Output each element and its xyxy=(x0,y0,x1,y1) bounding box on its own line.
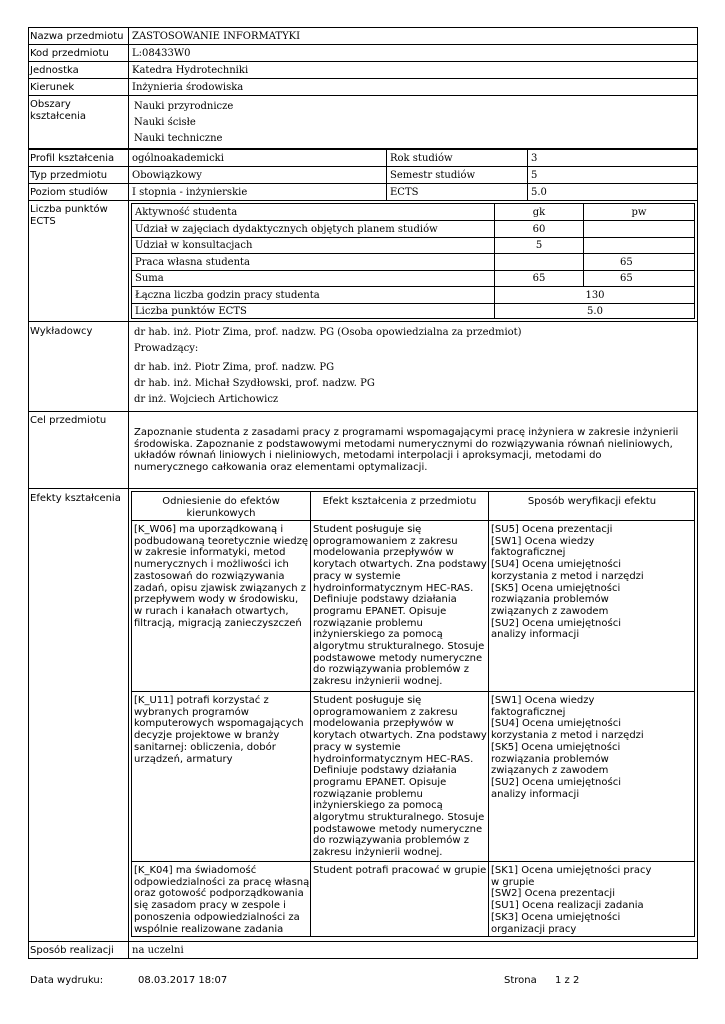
prowadzacy-item: dr hab. inż. Michał Szydłowski, prof. nadzw. PG xyxy=(134,378,375,389)
efekt-effect: Student posługuje się oprogramowaniem z zakresu modelowania przepływów w korytach otwartych. Zna podstawy pracy w systemie hydroinformatycznym HEC-RAS. Definiuje podstawy działania programu EPANET. Opisuje rozwiązanie problemu inżynierskiego za pomocą algorytmu strukturalnego. Stosuje podstawowe metody numeryczne do rozwiązywania problemów z zakresu inżynierii wodnej. xyxy=(313,695,487,859)
ects-row-gk: 60 xyxy=(532,224,546,235)
wykladowcy-label: Wykładowcy xyxy=(30,326,93,337)
efekty-header-effect: Efekt kształcenia z przedmiotu xyxy=(322,496,477,507)
efekt-verify: [SW1] Ocena wiedzy faktograficznej [SU4] Ocena umiejętności korzystania z metod i narzędzi [SK5] Ocena umiejętności rozwiązania problemów związanych z zawodem [SU2] Ocena umiejętności analizy informacji xyxy=(491,695,644,800)
sposob-value: na uczelni xyxy=(132,945,184,956)
ects-label: ECTS xyxy=(390,187,419,198)
kierunek-value: Inżynieria środowiska xyxy=(132,82,244,93)
row-divider xyxy=(28,166,698,167)
row-divider xyxy=(28,78,698,79)
ects-header-gk: gk xyxy=(532,207,546,218)
ects-header-activity: Aktywność studenta xyxy=(135,207,238,218)
obszary-item: Nauki techniczne xyxy=(134,133,223,144)
jednostka-label: Jednostka xyxy=(30,65,79,76)
kod-label: Kod przedmiotu xyxy=(30,48,109,59)
row-divider xyxy=(28,488,698,489)
row-divider xyxy=(28,149,698,150)
ects-total-hours-label: Łączna liczba godzin pracy studenta xyxy=(135,290,320,301)
row-divider xyxy=(28,44,698,45)
prowadzacy-label: Prowadzący: xyxy=(134,343,199,354)
row-divider xyxy=(28,61,698,62)
rok-label: Rok studiów xyxy=(390,153,453,164)
typ-value: Obowiązkowy xyxy=(132,170,202,181)
sposob-label: Sposób realizacji xyxy=(30,945,114,956)
ects-row-name: Praca własna studenta xyxy=(135,257,251,268)
jednostka-value: Katedra Hydrotechniki xyxy=(132,65,249,76)
prowadzacy-item: dr hab. inż. Piotr Zima, prof. nadzw. PG xyxy=(134,362,335,373)
efekt-ref: [K_W06] ma uporządkowaną i podbudowaną teoretycznie wiedzę w zakresie informatyki, metod numerycznych i możliwości ich zastosowań do rozwiązywania zadań, opisu zjawisk związanych z przepływem wody w środowisku, w rurach i kanałach otwartych, filtracją, migracją zanieczyszczeń xyxy=(134,524,309,629)
semestr-label: Semestr studiów xyxy=(390,170,476,181)
row-divider xyxy=(28,411,698,412)
ects-row-gk: 65 xyxy=(532,273,546,284)
nazwa-label: Nazwa przedmiotu xyxy=(30,31,124,42)
efekty-label: Efekty kształcenia xyxy=(30,493,121,504)
semestr-value: 5 xyxy=(531,170,538,181)
ects-row-name: Udział w konsultacjach xyxy=(135,240,253,251)
page-label: Strona xyxy=(504,975,537,986)
page-value: 1 z 2 xyxy=(555,975,580,986)
ects-total-value: 5.0 xyxy=(587,306,603,317)
print-date-label: Data wydruku: xyxy=(30,975,104,986)
typ-label: Typ przedmiotu xyxy=(30,170,108,181)
efekty-header-verify: Sposób weryfikacji efektu xyxy=(527,496,657,507)
ects-section-label: Liczba punktów ECTS xyxy=(30,204,108,227)
row-divider xyxy=(28,321,698,322)
poziom-label: Poziom studiów xyxy=(30,187,108,198)
efekt-verify: [SU5] Ocena prezentacji [SW1] Ocena wiedzy faktograficznej [SU4] Ocena umiejętności korzystania z metod i narzędzi [SK5] Ocena umiejętności rozwiązania problemów związanych z zawodem [SU2] Ocena umiejętności analizy informacji xyxy=(491,524,644,641)
right-divider xyxy=(527,149,528,200)
ects-total-hours-value: 130 xyxy=(585,290,605,301)
efekty-header-ref: Odniesienie do efektów kierunkowych xyxy=(162,496,280,519)
ects-row-name: Suma xyxy=(135,273,164,284)
kod-value: L:08433W0 xyxy=(132,48,191,59)
row-divider xyxy=(28,941,698,942)
row-divider xyxy=(28,200,698,201)
ects-row-name: Udział w zajęciach dydaktycznych objętych planem studiów xyxy=(135,224,438,235)
efekt-ref: [K_K04] ma świadomość odpowiedzialności za pracę własną oraz gotowość podporządkowania się zasadom pracy w zespole i ponoszenia odpowiedzialności za wspólnie realizowane zadania xyxy=(134,865,310,935)
obszary-item: Nauki ścisłe xyxy=(134,117,196,128)
rok-value: 3 xyxy=(531,153,538,164)
row-divider xyxy=(28,183,698,184)
efekt-effect: Student potrafi pracować w grupie xyxy=(313,865,487,876)
profil-label: Profil kształcenia xyxy=(30,153,115,164)
obszary-label: Obszary kształcenia xyxy=(30,99,87,122)
efekt-ref: [K_U11] potrafi korzystać z wybranych programów komputerowych wspomagających decyzje projektowe w branży sanitarnej: obliczenia, dobór urządzeń, armatury xyxy=(134,695,304,765)
poziom-value: I stopnia - inżynierskie xyxy=(132,187,248,198)
obszary-item: Nauki przyrodnicze xyxy=(134,101,234,112)
efekt-verify: [SK1] Ocena umiejętności pracy w grupie [SW2] Ocena prezentacji [SU1] Ocena realizacji zadania [SK3] Ocena umiejętności organizacji pracy xyxy=(491,865,652,935)
ects-row-pw: 65 xyxy=(620,257,633,268)
profil-value: ogólnoakademicki xyxy=(132,153,224,164)
kierunek-label: Kierunek xyxy=(30,82,75,93)
row-divider xyxy=(28,95,698,96)
right-divider xyxy=(386,149,387,200)
ects-total-label: Liczba punktów ECTS xyxy=(135,306,247,317)
ects-value: 5.0 xyxy=(531,187,547,198)
nazwa-value: ZASTOSOWANIE INFORMATYKI xyxy=(132,31,301,42)
ects-row-gk: 5 xyxy=(535,240,543,251)
ects-header-pw: pw xyxy=(631,207,647,218)
print-date-value: 08.03.2017 18:07 xyxy=(138,975,228,986)
ects-row-pw: 65 xyxy=(620,273,633,284)
prowadzacy-item: dr inż. Wojciech Artichowicz xyxy=(134,394,279,405)
efekt-effect: Student posługuje się oprogramowaniem z zakresu modelowania przepływów w korytach otwartych. Zna podstawy pracy w systemie hydroinformatycznym HEC-RAS. Definiuje podstawy działania programu EPANET. Opisuje rozwiązanie problemu inżynierskiego za pomocą algorytmu strukturalnego. Stosuje podstawowe metody numeryczne do rozwiązywania problemów z zakresu inżynierii wodnej. xyxy=(313,524,487,688)
wykladowca-main: dr hab. inż. Piotr Zima, prof. nadzw. PG (Osoba opowiedzialna za przedmiot) xyxy=(134,327,522,338)
cel-text: Zapoznanie studenta z zasadami pracy z programami wspomagającymi pracę inżyniera w zakresie inżynierii środowiska. Zapoznanie z podstawowymi metodami numerycznymi do rozwiązywania równań nieliniowych, układów równań liniowych i nieliniowych, metodami interpolacji i aproksymacji, metodami do numerycznego całkowania oraz elementami optymalizacji. xyxy=(134,427,679,474)
cel-label: Cel przedmiotu xyxy=(30,415,107,426)
